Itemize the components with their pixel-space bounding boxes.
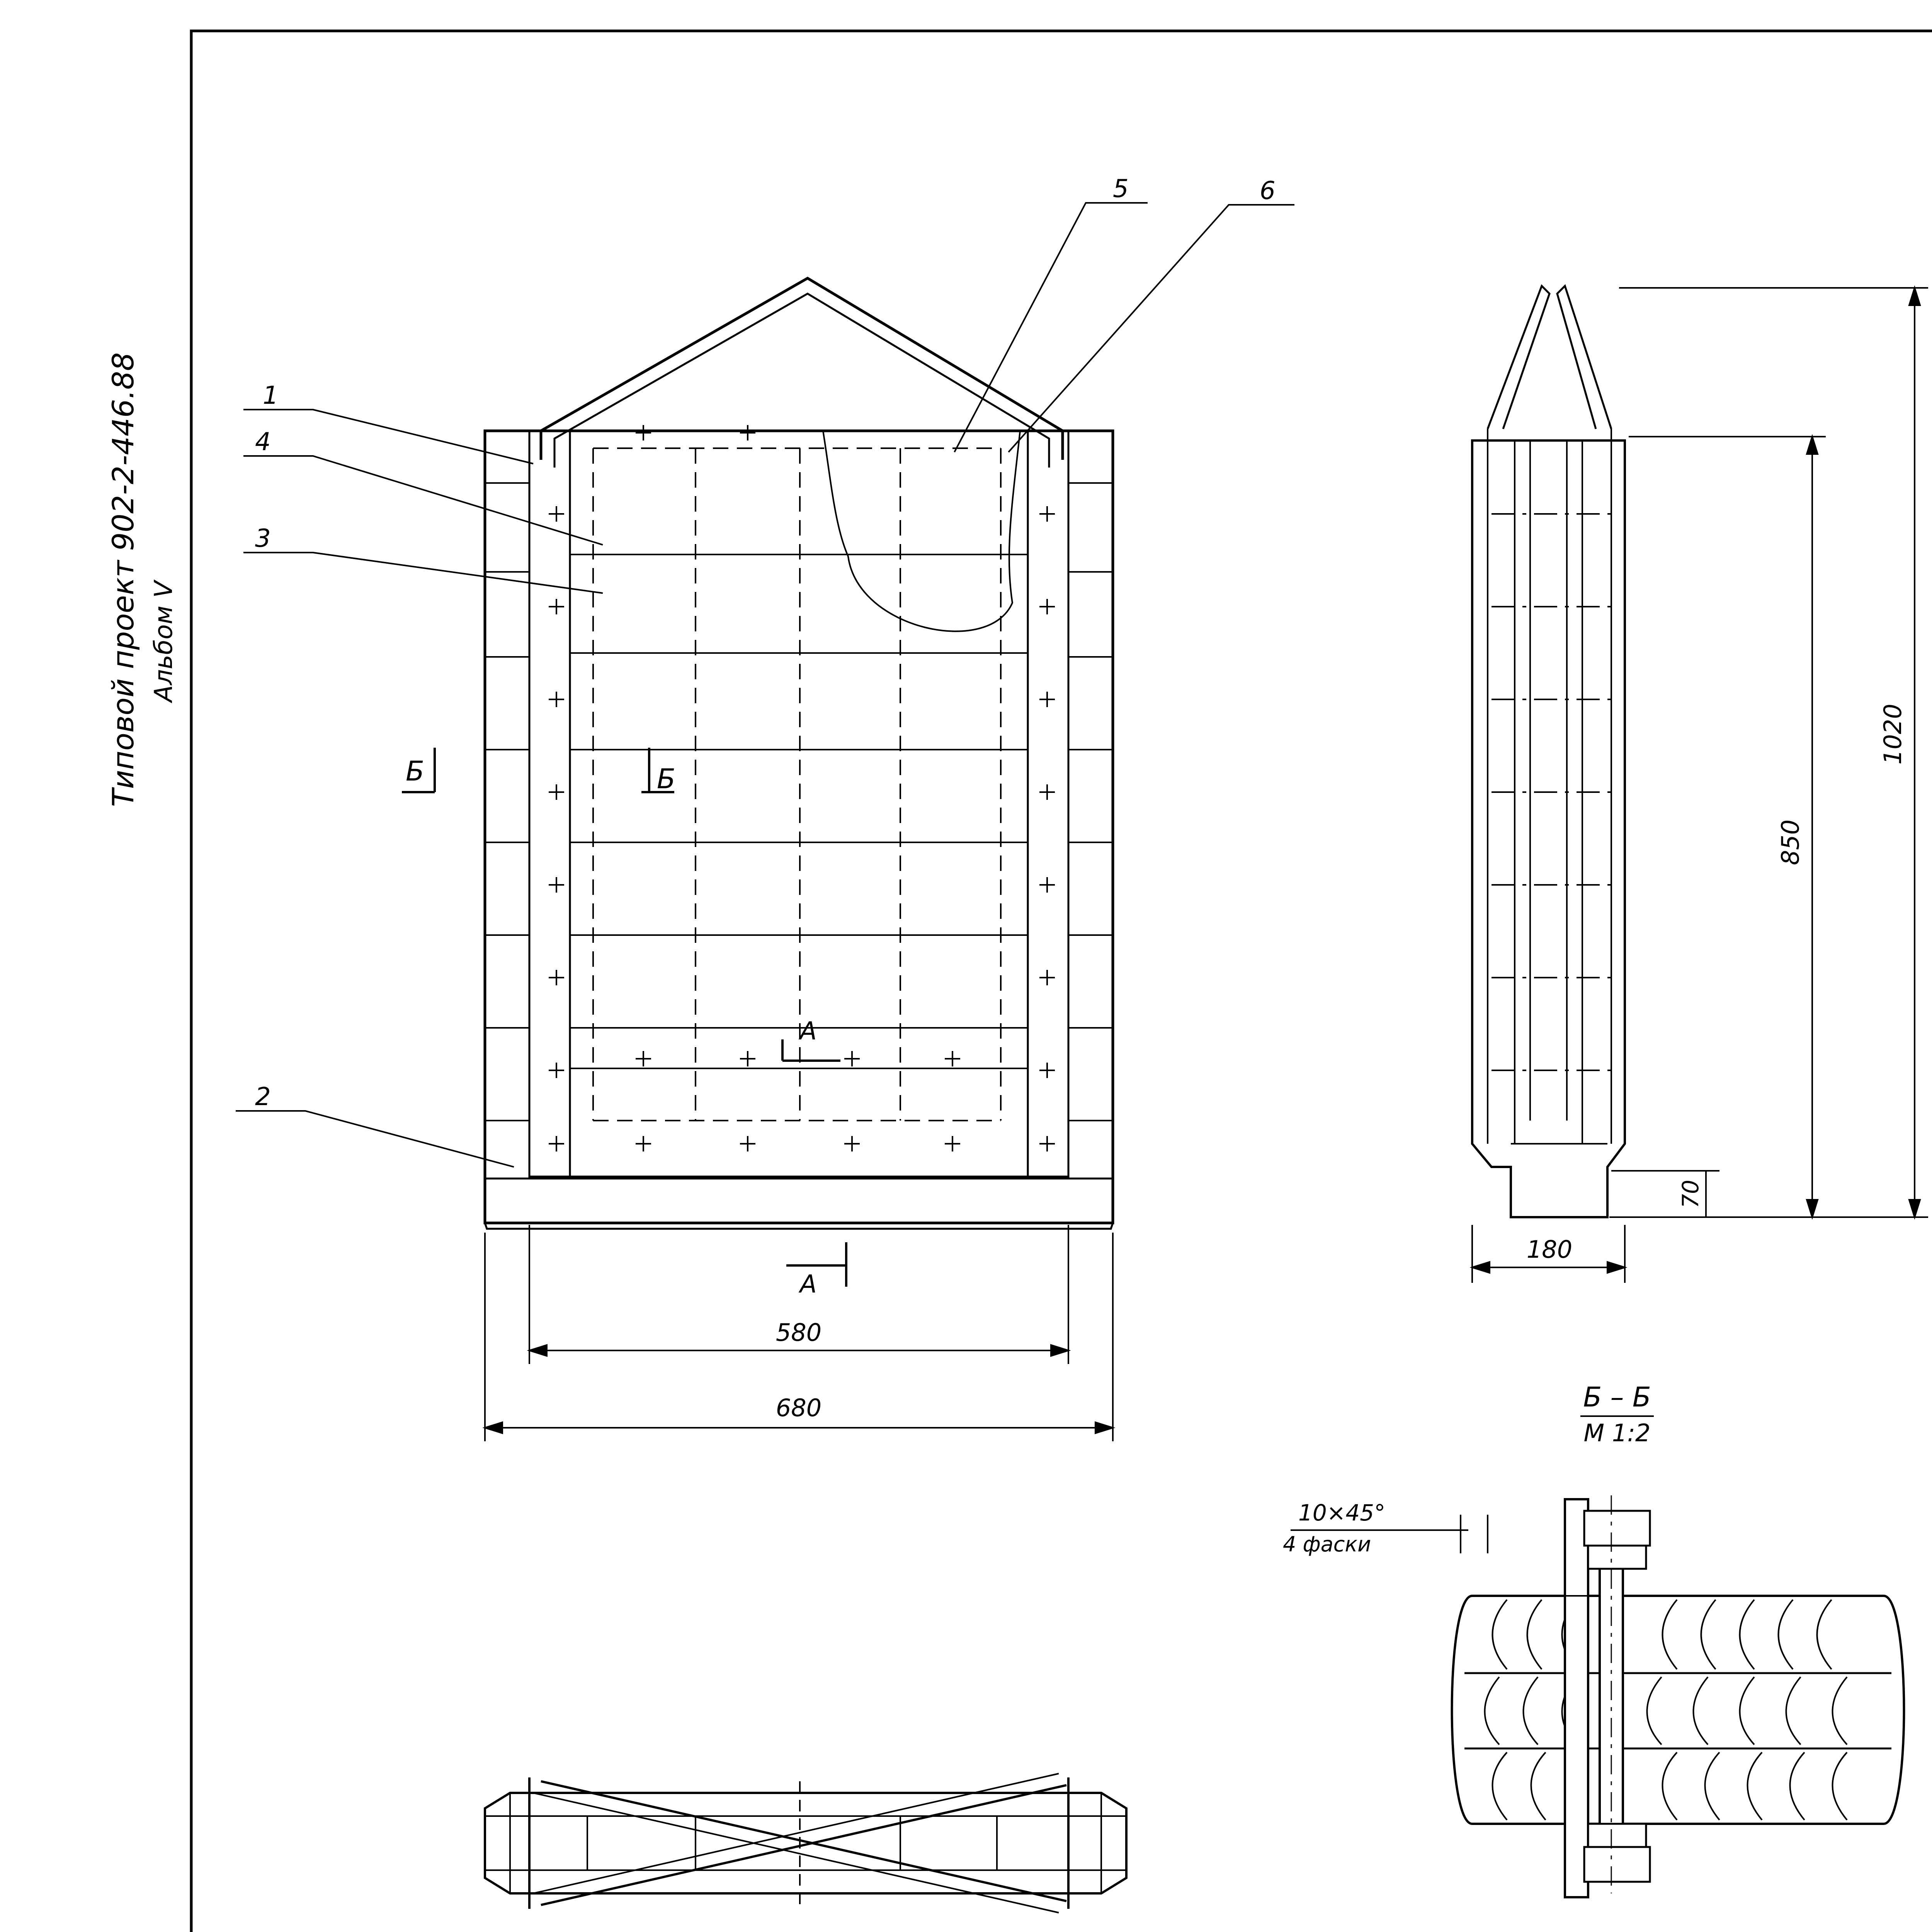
section-b-b-scale: М 1:2	[1583, 1419, 1651, 1447]
section-mark-a-top: А	[800, 1017, 817, 1046]
section-b-b-title: Б – Б	[1583, 1381, 1651, 1413]
front-view-labels	[255, 175, 1276, 1422]
callout-6: 6	[1260, 177, 1276, 205]
dim-850: 850	[1776, 819, 1804, 866]
callout-3: 3	[255, 524, 271, 553]
chamfer-size: 10×45°	[1298, 1500, 1386, 1526]
callout-5: 5	[1113, 175, 1129, 203]
side-view	[1472, 286, 1928, 1283]
dim-580: 580	[776, 1318, 822, 1347]
section-mark-b-right: Б	[657, 763, 676, 795]
section-mark-b-left: Б	[406, 755, 425, 787]
callout-2: 2	[255, 1083, 271, 1111]
side-view-labels	[1527, 704, 1907, 1264]
sheet-frame	[191, 0, 1932, 1932]
dim-70: 70	[1677, 1180, 1704, 1208]
dim-680: 680	[776, 1394, 822, 1422]
plan-view	[485, 1774, 1126, 1913]
section-b-b	[1291, 1416, 1904, 1897]
callout-4: 4	[255, 428, 271, 456]
album-label: Альбом V	[150, 581, 178, 702]
front-view	[236, 203, 1294, 1441]
dim-180: 180	[1526, 1235, 1573, 1264]
project-title: Типовой проект 902-2-446.88	[106, 352, 140, 807]
dim-1020: 1020	[1879, 704, 1907, 765]
chamfer-count: 4 фаски	[1283, 1532, 1371, 1556]
callout-1: 1	[263, 381, 279, 410]
section-mark-a-bottom: А	[800, 1270, 817, 1299]
